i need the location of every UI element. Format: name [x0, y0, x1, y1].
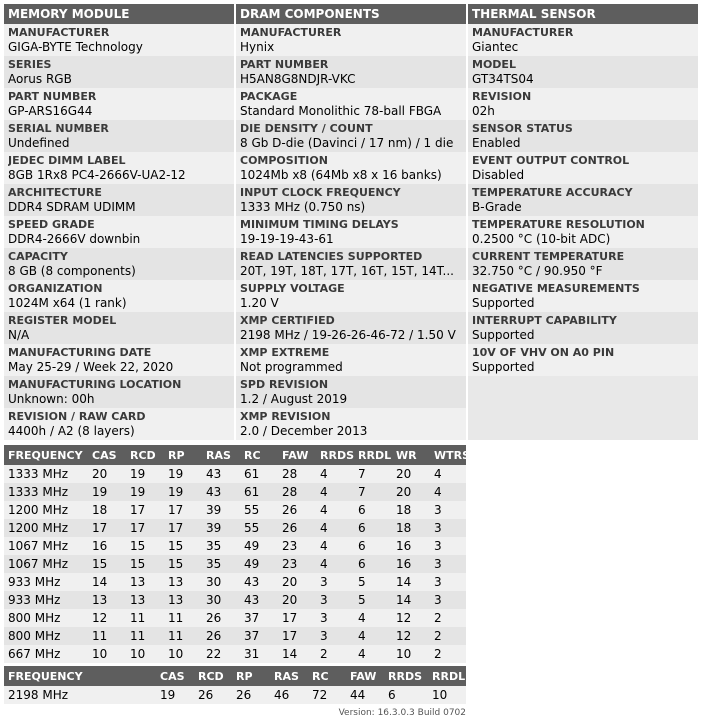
- field-value: 2198 MHz / 19-26-26-46-72 / 1.50 V: [240, 328, 456, 342]
- table-cell: 4: [430, 483, 466, 501]
- thermal-sensor-field-event-output-control: [468, 152, 698, 184]
- table-cell: 6: [354, 519, 392, 537]
- field-label: MODEL: [472, 58, 516, 71]
- field-label: ARCHITECTURE: [8, 186, 102, 199]
- dram-components-field-xmp-revision: [236, 408, 466, 440]
- field-value: Undefined: [8, 136, 70, 150]
- table-cell: 1200 MHz: [4, 519, 88, 537]
- table-cell: 4: [430, 465, 466, 483]
- table-cell: 12: [392, 627, 430, 645]
- table-cell: 49: [240, 555, 278, 573]
- table-cell: 4: [316, 465, 354, 483]
- memory-module-header: MEMORY MODULE: [4, 4, 234, 24]
- table-cell: 72: [308, 686, 346, 704]
- table-cell: 20: [278, 591, 316, 609]
- jedec-col-rrds: RRDS: [316, 445, 354, 465]
- memory-module-field-part-number: [4, 88, 234, 120]
- field-value: GP-ARS16G44: [8, 104, 93, 118]
- field-label: CAPACITY: [8, 250, 68, 263]
- field-value: GT34TS04: [472, 72, 534, 86]
- table-cell: 55: [240, 519, 278, 537]
- dram-components-field-die-density-count: [236, 120, 466, 152]
- field-label: SPEED GRADE: [8, 218, 95, 231]
- table-cell: 35: [202, 555, 240, 573]
- table-cell: 11: [126, 627, 164, 645]
- table-cell: 11: [126, 609, 164, 627]
- memory-module-field-jedec-dimm-label: [4, 152, 234, 184]
- table-cell: 3: [316, 627, 354, 645]
- table-row: [4, 555, 466, 573]
- thermal-sensor-field-revision: [468, 88, 698, 120]
- table-cell: 18: [392, 501, 430, 519]
- table-cell: 12: [88, 609, 126, 627]
- jedec-col-wtrs: WTRS: [430, 445, 466, 465]
- table-cell: 5: [354, 573, 392, 591]
- field-label: SERIES: [8, 58, 52, 71]
- table-cell: 28: [278, 465, 316, 483]
- xmp-timings-header-row: [4, 666, 466, 686]
- table-cell: 15: [126, 537, 164, 555]
- dram-components-field-xmp-extreme: [236, 344, 466, 376]
- table-cell: 37: [240, 627, 278, 645]
- table-cell: 17: [164, 501, 202, 519]
- table-cell: 1067 MHz: [4, 555, 88, 573]
- memory-module-field-manufacturing-location: [4, 376, 234, 408]
- field-value: Giantec: [472, 40, 519, 54]
- thermal-sensor-field-sensor-status: [468, 120, 698, 152]
- memory-module-field-architecture: [4, 184, 234, 216]
- table-cell: 37: [240, 609, 278, 627]
- table-cell: 10: [126, 645, 164, 663]
- memory-module-field-speed-grade: [4, 216, 234, 248]
- field-label: COMPOSITION: [240, 154, 328, 167]
- xmp-col-rrds: RRDS: [384, 666, 428, 686]
- table-cell: 13: [164, 573, 202, 591]
- field-value: 8 GB (8 components): [8, 264, 136, 278]
- table-cell: 16: [392, 555, 430, 573]
- table-cell: 10: [392, 645, 430, 663]
- table-cell: 14: [392, 591, 430, 609]
- table-cell: 4: [316, 537, 354, 555]
- table-cell: 17: [88, 519, 126, 537]
- field-label: JEDEC DIMM LABEL: [8, 154, 126, 167]
- table-cell: 19: [156, 686, 194, 704]
- table-cell: 800 MHz: [4, 627, 88, 645]
- table-cell: 15: [164, 555, 202, 573]
- field-label: ORGANIZATION: [8, 282, 103, 295]
- table-row: [4, 627, 466, 645]
- table-cell: 7: [354, 483, 392, 501]
- field-label: SPD REVISION: [240, 378, 329, 391]
- table-cell: 17: [278, 627, 316, 645]
- thermal-sensor-field-interrupt-capability: [468, 312, 698, 344]
- dram-components-field-package: [236, 88, 466, 120]
- table-cell: 55: [240, 501, 278, 519]
- field-label: MANUFACTURER: [472, 26, 574, 39]
- dram-components-panel: [236, 4, 466, 440]
- table-cell: 20: [88, 465, 126, 483]
- field-value: 8 Gb D-die (Davinci / 17 nm) / 1 die: [240, 136, 454, 150]
- memory-module-field-serial-number: [4, 120, 234, 152]
- field-value: May 25-29 / Week 22, 2020: [8, 360, 174, 374]
- field-label: EVENT OUTPUT CONTROL: [472, 154, 630, 167]
- thermal-sensor-field-current-temperature: [468, 248, 698, 280]
- field-label: PART NUMBER: [240, 58, 329, 71]
- field-value: Aorus RGB: [8, 72, 72, 86]
- table-cell: 14: [278, 645, 316, 663]
- field-value: 1333 MHz (0.750 ns): [240, 200, 366, 214]
- field-value: GIGA-BYTE Technology: [8, 40, 143, 54]
- table-cell: 61: [240, 465, 278, 483]
- table-cell: 13: [126, 591, 164, 609]
- xmp-col-rrdl: RRDL: [428, 666, 466, 686]
- table-cell: 11: [164, 609, 202, 627]
- table-row: [4, 519, 466, 537]
- table-cell: 4: [316, 501, 354, 519]
- table-cell: 15: [126, 555, 164, 573]
- table-cell: 19: [164, 465, 202, 483]
- xmp-col-rcd: RCD: [194, 666, 232, 686]
- table-cell: 11: [88, 627, 126, 645]
- table-cell: 35: [202, 537, 240, 555]
- thermal-sensor-field-10v-of-vhv-on-a0-pin: [468, 344, 698, 376]
- memory-module-panel: [4, 4, 234, 440]
- table-cell: 16: [88, 537, 126, 555]
- table-cell: 2: [430, 645, 466, 663]
- table-cell: 19: [126, 483, 164, 501]
- table-cell: 933 MHz: [4, 573, 88, 591]
- field-value: Enabled: [472, 136, 521, 150]
- field-value: DDR4-2666V downbin: [8, 232, 141, 246]
- field-label: XMP REVISION: [240, 410, 331, 423]
- field-value: Unknown: 00h: [8, 392, 95, 406]
- table-cell: 3: [430, 555, 466, 573]
- field-label: INPUT CLOCK FREQUENCY: [240, 186, 401, 199]
- field-value: 32.750 °C / 90.950 °F: [472, 264, 603, 278]
- table-cell: 15: [88, 555, 126, 573]
- table-row: [4, 501, 466, 519]
- field-label: SERIAL NUMBER: [8, 122, 109, 135]
- thermal-sensor-field-manufacturer: [468, 24, 698, 56]
- field-value: Not programmed: [240, 360, 343, 374]
- thermal-sensor-field-temperature-resolution: [468, 216, 698, 248]
- xmp-col-cas: CAS: [156, 666, 194, 686]
- table-cell: 43: [240, 591, 278, 609]
- table-cell: 26: [278, 501, 316, 519]
- xmp-col-ras: RAS: [270, 666, 308, 686]
- field-label: DIE DENSITY / COUNT: [240, 122, 373, 135]
- jedec-col-ras: RAS: [202, 445, 240, 465]
- memory-module-field-revision-raw-card: [4, 408, 234, 440]
- field-label: SUPPLY VOLTAGE: [240, 282, 345, 295]
- table-cell: 6: [354, 501, 392, 519]
- field-label: PART NUMBER: [8, 90, 97, 103]
- thermal-sensor-field-temperature-accuracy: [468, 184, 698, 216]
- table-cell: 30: [202, 573, 240, 591]
- field-label: MANUFACTURING DATE: [8, 346, 152, 359]
- table-cell: 933 MHz: [4, 591, 88, 609]
- table-row: [4, 686, 466, 704]
- table-cell: 3: [430, 537, 466, 555]
- memory-module-field-series: [4, 56, 234, 88]
- table-cell: 39: [202, 519, 240, 537]
- table-row: [4, 483, 466, 501]
- table-cell: 22: [202, 645, 240, 663]
- table-cell: 4: [354, 645, 392, 663]
- table-cell: 17: [126, 501, 164, 519]
- field-label: SENSOR STATUS: [472, 122, 573, 135]
- table-cell: 4: [316, 555, 354, 573]
- field-label: REGISTER MODEL: [8, 314, 117, 327]
- field-label: REVISION: [472, 90, 532, 103]
- table-cell: 800 MHz: [4, 609, 88, 627]
- table-cell: 18: [392, 519, 430, 537]
- table-cell: 2: [430, 609, 466, 627]
- jedec-timings-table: [4, 445, 471, 663]
- table-cell: 20: [278, 573, 316, 591]
- table-cell: 46: [270, 686, 308, 704]
- table-cell: 43: [240, 573, 278, 591]
- field-value: Supported: [472, 328, 535, 342]
- xmp-col-rp: RP: [232, 666, 270, 686]
- table-cell: 26: [194, 686, 232, 704]
- dram-components-field-read-latencies-supported: [236, 248, 466, 280]
- table-cell: 26: [232, 686, 270, 704]
- table-cell: 6: [354, 555, 392, 573]
- table-cell: 14: [88, 573, 126, 591]
- dram-components-header: DRAM COMPONENTS: [236, 4, 466, 24]
- field-value: 02h: [472, 104, 495, 118]
- field-value: 1.2 / August 2019: [240, 392, 348, 406]
- xmp-col-rc: RC: [308, 666, 346, 686]
- table-cell: 4: [316, 519, 354, 537]
- table-row: [4, 609, 466, 627]
- field-value: B-Grade: [472, 200, 522, 214]
- table-cell: 6: [354, 537, 392, 555]
- table-cell: 17: [278, 609, 316, 627]
- table-cell: 23: [278, 555, 316, 573]
- field-label: READ LATENCIES SUPPORTED: [240, 250, 423, 263]
- dram-components-field-xmp-certified: [236, 312, 466, 344]
- jedec-col-wr: WR: [392, 445, 430, 465]
- jedec-col-frequency: FREQUENCY: [4, 445, 88, 465]
- table-cell: 49: [240, 537, 278, 555]
- field-label: INTERRUPT CAPABILITY: [472, 314, 617, 327]
- table-cell: 4: [316, 483, 354, 501]
- table-cell: 1067 MHz: [4, 537, 88, 555]
- dram-components-field-supply-voltage: [236, 280, 466, 312]
- table-cell: 10: [428, 686, 466, 704]
- field-label: TEMPERATURE RESOLUTION: [472, 218, 645, 231]
- table-cell: 13: [164, 591, 202, 609]
- table-cell: 4: [354, 627, 392, 645]
- table-cell: 10: [88, 645, 126, 663]
- table-row: [4, 573, 466, 591]
- table-cell: 26: [202, 627, 240, 645]
- field-label: PACKAGE: [240, 90, 298, 103]
- table-cell: 3: [316, 591, 354, 609]
- table-cell: 19: [164, 483, 202, 501]
- table-cell: 19: [88, 483, 126, 501]
- table-cell: 43: [202, 483, 240, 501]
- field-value: Supported: [472, 360, 535, 374]
- version-label: Version: 16.3.0.3 Build 0702: [338, 708, 466, 718]
- table-cell: 17: [164, 519, 202, 537]
- table-cell: 3: [430, 519, 466, 537]
- table-cell: 39: [202, 501, 240, 519]
- field-value: 1024Mb x8 (64Mb x8 x 16 banks): [240, 168, 442, 182]
- thermal-sensor-header: THERMAL SENSOR: [468, 4, 698, 24]
- jedec-col-rc: RC: [240, 445, 278, 465]
- table-cell: 3: [316, 609, 354, 627]
- table-cell: 3: [430, 501, 466, 519]
- xmp-col-frequency: FREQUENCY: [4, 666, 156, 686]
- dram-components-field-minimum-timing-delays: [236, 216, 466, 248]
- field-value: H5AN8G8NDJR-VKC: [240, 72, 356, 86]
- field-value: 4400h / A2 (8 layers): [8, 424, 135, 438]
- field-label: CURRENT TEMPERATURE: [472, 250, 625, 263]
- field-value: 8GB 1Rx8 PC4-2666V-UA2-12: [8, 168, 186, 182]
- dram-components-field-spd-revision: [236, 376, 466, 408]
- table-cell: 13: [88, 591, 126, 609]
- table-cell: 20: [392, 483, 430, 501]
- field-label: 10V OF VHV ON A0 PIN: [472, 346, 615, 359]
- table-cell: 43: [202, 465, 240, 483]
- memory-module-field-manufacturing-date: [4, 344, 234, 376]
- table-cell: 20: [392, 465, 430, 483]
- table-cell: 19: [126, 465, 164, 483]
- table-cell: 13: [126, 573, 164, 591]
- field-value: Standard Monolithic 78-ball FBGA: [240, 104, 442, 118]
- thermal-sensor-field-negative-measurements: [468, 280, 698, 312]
- dram-components-field-manufacturer: [236, 24, 466, 56]
- table-cell: 26: [278, 519, 316, 537]
- thermal-sensor-panel: [468, 4, 698, 440]
- memory-module-field-manufacturer: [4, 24, 234, 56]
- table-cell: 23: [278, 537, 316, 555]
- table-cell: 3: [316, 573, 354, 591]
- table-cell: 26: [202, 609, 240, 627]
- field-value: DDR4 SDRAM UDIMM: [8, 200, 136, 214]
- table-cell: 11: [164, 627, 202, 645]
- field-value: 19-19-19-43-61: [240, 232, 334, 246]
- table-row: [4, 645, 466, 663]
- field-label: NEGATIVE MEASUREMENTS: [472, 282, 640, 295]
- dram-components-field-input-clock-frequency: [236, 184, 466, 216]
- xmp-col-faw: FAW: [346, 666, 384, 686]
- field-label: MANUFACTURING LOCATION: [8, 378, 182, 391]
- jedec-col-rrdl: RRDL: [354, 445, 392, 465]
- table-row: [4, 591, 466, 609]
- table-cell: 12: [392, 609, 430, 627]
- thermal-sensor-filler: [468, 376, 698, 440]
- table-cell: 1200 MHz: [4, 501, 88, 519]
- xmp-timings-table: [4, 666, 466, 704]
- table-cell: 10: [164, 645, 202, 663]
- table-cell: 31: [240, 645, 278, 663]
- table-cell: 2: [430, 627, 466, 645]
- field-value: 1024M x64 (1 rank): [8, 296, 127, 310]
- table-cell: 18: [88, 501, 126, 519]
- table-cell: 6: [384, 686, 428, 704]
- field-value: Supported: [472, 296, 535, 310]
- table-cell: 7: [354, 465, 392, 483]
- thermal-sensor-field-model: [468, 56, 698, 88]
- table-cell: 17: [126, 519, 164, 537]
- jedec-col-cas: CAS: [88, 445, 126, 465]
- table-cell: 4: [354, 609, 392, 627]
- field-label: XMP CERTIFIED: [240, 314, 335, 327]
- field-label: MANUFACTURER: [8, 26, 110, 39]
- table-cell: 667 MHz: [4, 645, 88, 663]
- table-cell: 1333 MHz: [4, 465, 88, 483]
- table-cell: 16: [392, 537, 430, 555]
- memory-module-field-register-model: [4, 312, 234, 344]
- table-cell: 14: [392, 573, 430, 591]
- field-label: XMP EXTREME: [240, 346, 330, 359]
- table-cell: 3: [430, 573, 466, 591]
- table-cell: 61: [240, 483, 278, 501]
- field-value: Disabled: [472, 168, 525, 182]
- field-value: Hynix: [240, 40, 275, 54]
- table-cell: 28: [278, 483, 316, 501]
- dram-components-field-part-number: [236, 56, 466, 88]
- memory-module-field-capacity: [4, 248, 234, 280]
- jedec-col-rcd: RCD: [126, 445, 164, 465]
- field-value: 0.2500 °C (10-bit ADC): [472, 232, 611, 246]
- table-row: [4, 465, 466, 483]
- table-cell: 2198 MHz: [4, 686, 156, 704]
- jedec-timings-header-row: [4, 445, 466, 465]
- table-cell: 30: [202, 591, 240, 609]
- field-value: N/A: [8, 328, 30, 342]
- field-value: 20T, 19T, 18T, 17T, 16T, 15T, 14T...: [240, 264, 454, 278]
- jedec-col-faw: FAW: [278, 445, 316, 465]
- table-cell: 3: [430, 591, 466, 609]
- jedec-col-rp: RP: [164, 445, 202, 465]
- field-label: TEMPERATURE ACCURACY: [472, 186, 633, 199]
- field-value: 2.0 / December 2013: [240, 424, 368, 438]
- field-label: MANUFACTURER: [240, 26, 342, 39]
- memory-module-field-organization: [4, 280, 234, 312]
- table-cell: 1333 MHz: [4, 483, 88, 501]
- table-cell: 44: [346, 686, 384, 704]
- table-cell: 2: [316, 645, 354, 663]
- field-label: REVISION / RAW CARD: [8, 410, 146, 423]
- field-label: MINIMUM TIMING DELAYS: [240, 218, 399, 231]
- table-cell: 5: [354, 591, 392, 609]
- dram-components-field-composition: [236, 152, 466, 184]
- table-row: [4, 537, 466, 555]
- field-value: 1.20 V: [240, 296, 279, 310]
- table-cell: 15: [164, 537, 202, 555]
